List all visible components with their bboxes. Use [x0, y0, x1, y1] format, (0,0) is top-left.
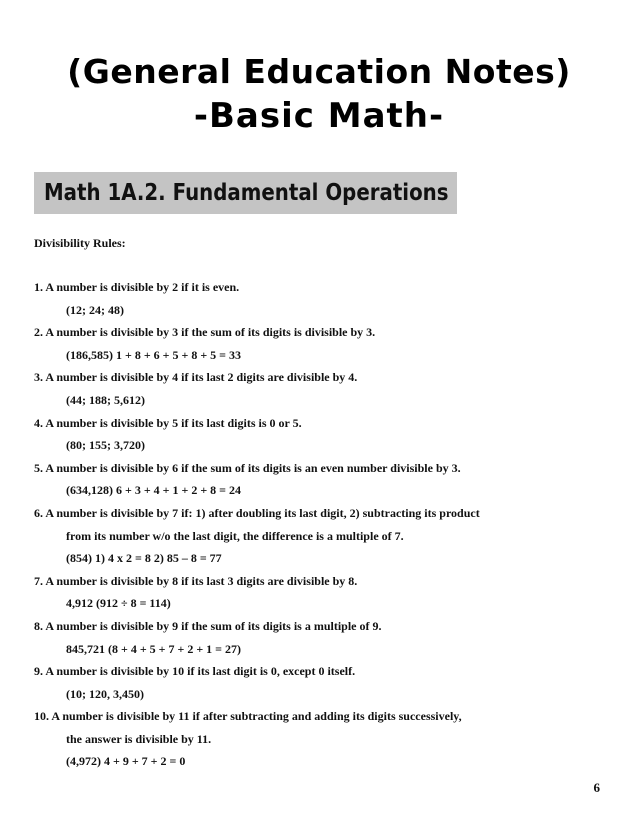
rule-9-example: (10; 120, 3,450): [66, 686, 144, 701]
rule-2-example: (186,585) 1 + 8 + 6 + 5 + 8 + 5 = 33: [66, 347, 242, 362]
document-subtitle: -Basic Math-: [193, 96, 445, 136]
page-number: 6: [593, 780, 600, 795]
rule-5-example: (634,128) 6 + 3 + 4 + 1 + 2 + 8 = 24: [66, 483, 242, 498]
rule-10-continuation: the answer is divisible by 11.: [66, 731, 212, 746]
rule-10-example: (4,972) 4 + 9 + 7 + 2 = 0: [66, 754, 186, 769]
subheading: Divisibility Rules:: [34, 236, 126, 250]
rule-9-text: 9. A number is divisible by 10 if its last digit is 0, except 0 itself.: [34, 664, 356, 679]
document-title: (General Education Notes): [67, 52, 571, 91]
rule-8-example: 845,721 (8 + 4 + 5 + 7 + 2 + 1 = 27): [66, 641, 242, 656]
rule-7-text: 7. A number is divisible by 8 if its last 3 digits are divisible by 8.: [34, 573, 358, 588]
rule-4-text: 4. A number is divisible by 5 if its last digits is 0 or 5.: [34, 415, 302, 430]
rules-list: [34, 276, 594, 773]
rule-5-text: 5. A number is divisible by 6 if the sum of its digits is an even number divisible by 3.: [34, 460, 461, 475]
section-title: Math 1A.2. Fundamental Operations: [44, 180, 449, 206]
rule-8-text: 8. A number is divisible by 9 if the sum of its digits is a multiple of 9.: [34, 618, 382, 633]
rule-3-text: 3. A number is divisible by 4 if its last 2 digits are divisible by 4.: [34, 370, 358, 385]
rule-6-example: (854) 1) 4 x 2 = 8 2) 85 – 8 = 77: [66, 551, 222, 566]
rule-7-example: 4,912 (912 ÷ 8 = 114): [66, 596, 171, 611]
rule-1-text: 1. A number is divisible by 2 if it is even.: [34, 280, 240, 294]
rule-10-text: 10. A number is divisible by 11 if after subtracting and adding its digits successively,: [34, 709, 462, 724]
rule-1-example: (12; 24; 48): [66, 302, 124, 317]
rule-6-continuation: from its number w/o the last digit, the difference is a multiple of 7.: [66, 528, 404, 543]
rule-2-text: 2. A number is divisible by 3 if the sum of its digits is divisible by 3.: [34, 325, 376, 340]
section-banner: [34, 172, 457, 214]
rule-6-text: 6. A number is divisible by 7 if: 1) after doubling its last digit, 2) subtracting its product: [34, 505, 480, 520]
rule-4-example: (80; 155; 3,720): [66, 438, 145, 453]
rule-3-example: (44; 188; 5,612): [66, 392, 145, 407]
